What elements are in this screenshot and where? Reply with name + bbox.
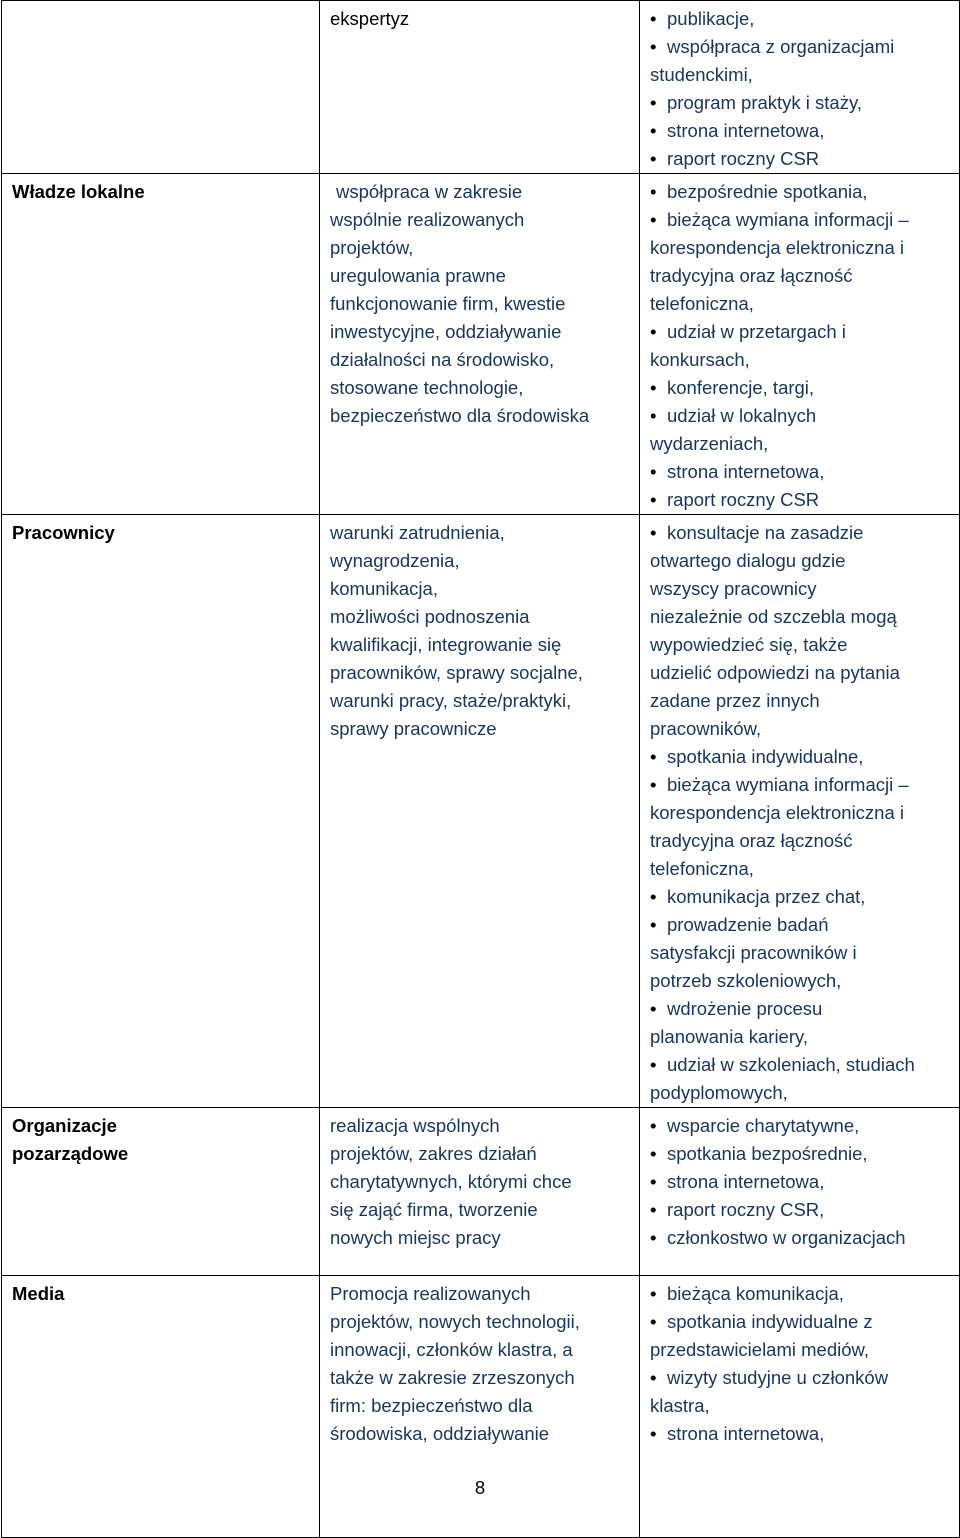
channel-line: udział w przetargach i <box>667 321 846 342</box>
bullet-icon <box>650 1224 667 1252</box>
bullet-icon <box>650 486 667 514</box>
bullet-icon <box>650 1364 667 1392</box>
topic-line: charytatywnych, którymi chce <box>330 1171 572 1192</box>
table-row <box>2 174 960 515</box>
channel-list-item <box>650 995 949 1051</box>
topics-cell <box>320 174 640 515</box>
channel-line: pracowników, <box>650 718 762 739</box>
channel-line: bezpośrednie spotkania, <box>667 181 868 202</box>
channel-line: spotkania indywidualne, <box>667 746 864 767</box>
channel-line: strona internetowa, <box>667 461 825 482</box>
topics-cell <box>320 1108 640 1276</box>
channel-line: raport roczny CSR <box>667 148 820 169</box>
topic-line: funkcjonowanie firm, kwestie <box>330 293 566 314</box>
bullet-icon <box>650 5 667 33</box>
topic-line: ekspertyz <box>330 8 410 29</box>
channel-line: wdrożenie procesu <box>667 998 823 1019</box>
stakeholder-cell <box>2 1 320 174</box>
channel-line: członkostwo w organizacjach <box>667 1227 906 1248</box>
channel-list-item <box>650 1168 949 1196</box>
channel-line: klastra, <box>650 1395 710 1416</box>
channel-list-item <box>650 458 949 486</box>
bullet-icon <box>650 519 667 547</box>
channel-list-item <box>650 1112 949 1140</box>
bullet-icon <box>650 771 667 799</box>
channel-line: zadane przez innych <box>650 690 820 711</box>
channel-list-item <box>650 883 949 911</box>
channel-line: prowadzenie badań <box>667 914 829 935</box>
bullet-icon <box>650 178 667 206</box>
topic-line: nowych miejsc pracy <box>330 1227 501 1248</box>
channel-list-item <box>650 206 949 318</box>
topic-line: inwestycyjne, oddziaływanie <box>330 321 562 342</box>
bullet-icon <box>650 1140 667 1168</box>
bullet-icon <box>650 1168 667 1196</box>
channel-line: potrzeb szkoleniowych, <box>650 970 842 991</box>
channel-line: telefoniczna, <box>650 858 754 879</box>
table-row <box>2 1 960 174</box>
topic-line: wynagrodzenia, <box>330 550 460 571</box>
channel-list-item <box>650 5 949 33</box>
channel-list-item <box>650 519 949 743</box>
topic-line: działalności na środowisko, <box>330 349 555 370</box>
bullet-icon <box>650 374 667 402</box>
topic-line: firm: bezpieczeństwo dla <box>330 1395 533 1416</box>
topic-line: projektów, <box>330 237 414 258</box>
channel-line: satysfakcji pracowników i <box>650 942 857 963</box>
stakeholder-name-line: Media <box>12 1283 65 1304</box>
topic-line: także w zakresie zrzeszonych <box>330 1367 575 1388</box>
channel-line: raport roczny CSR, <box>667 1199 825 1220</box>
channels-cell <box>640 515 960 1108</box>
channel-line: bieżąca wymiana informacji – <box>667 209 909 230</box>
channel-line: strona internetowa, <box>667 120 825 141</box>
channel-line: konsultacje na zasadzie <box>667 522 864 543</box>
channel-list-item <box>650 1051 949 1107</box>
stakeholder-name-line: Pracownicy <box>12 522 115 543</box>
channels-list <box>650 519 949 1107</box>
topic-line: realizacja wspólnych <box>330 1115 500 1136</box>
channel-line: korespondencja elektroniczna i <box>650 237 905 258</box>
bullet-icon <box>650 1112 667 1140</box>
channel-list-item <box>650 1364 949 1420</box>
channel-line: komunikacja przez chat, <box>667 886 866 907</box>
bullet-icon <box>650 318 667 346</box>
channels-cell <box>640 174 960 515</box>
channel-list-item <box>650 1140 949 1168</box>
bullet-icon <box>650 1196 667 1224</box>
channel-line: bieżąca wymiana informacji – <box>667 774 909 795</box>
channel-list-item <box>650 1196 949 1224</box>
topic-line: pracowników, sprawy socjalne, <box>330 662 583 683</box>
topic-line: współpraca w zakresie <box>336 181 523 202</box>
channel-list-item <box>650 89 949 117</box>
channel-line: konkursach, <box>650 349 750 370</box>
topic-line: projektów, nowych technologii, <box>330 1311 580 1332</box>
channel-line: studenckimi, <box>650 64 753 85</box>
topic-line: warunki pracy, staże/praktyki, <box>330 690 572 711</box>
topic-line: stosowane technologie, <box>330 377 524 398</box>
channel-line: bieżąca komunikacja, <box>667 1283 844 1304</box>
topic-line: się zająć firma, tworzenie <box>330 1199 538 1220</box>
stakeholder-table-body <box>2 1 960 1538</box>
topic-line: bezpieczeństwo dla środowiska <box>330 405 590 426</box>
bullet-icon <box>650 33 667 61</box>
channel-line: strona internetowa, <box>667 1423 825 1444</box>
topic-line: warunki zatrudnienia, <box>330 522 505 543</box>
channels-cell <box>640 1 960 174</box>
channel-line: tradycyjna oraz łączność <box>650 830 853 851</box>
channel-line: współpraca z organizacjami <box>667 36 895 57</box>
channel-list-item <box>650 911 949 995</box>
channel-list-item <box>650 374 949 402</box>
channel-line: udział w szkoleniach, studiach <box>667 1054 915 1075</box>
bullet-icon <box>650 145 667 173</box>
channel-line: spotkania indywidualne z <box>667 1311 873 1332</box>
channel-list-item <box>650 178 949 206</box>
bullet-icon <box>650 1308 667 1336</box>
topic-line: Promocja realizowanych <box>330 1283 531 1304</box>
channel-line: wizyty studyjne u członków <box>667 1367 889 1388</box>
bullet-icon <box>650 1051 667 1079</box>
channel-line: wypowiedzieć się, także <box>650 634 848 655</box>
channels-list <box>650 178 949 514</box>
channel-list-item <box>650 1308 949 1364</box>
channel-line: otwartego dialogu gdzie <box>650 550 846 571</box>
stakeholder-name-line: Organizacje <box>12 1115 117 1136</box>
bullet-icon <box>650 89 667 117</box>
bullet-icon <box>650 995 667 1023</box>
channel-list-item <box>650 743 949 771</box>
channels-list <box>650 1112 949 1252</box>
channel-line: udzielić odpowiedzi na pytania <box>650 662 900 683</box>
channel-line: udział w lokalnych <box>667 405 817 426</box>
channel-list-item <box>650 145 949 173</box>
topic-line: projektów, zakres działań <box>330 1143 537 1164</box>
bullet-icon <box>650 117 667 145</box>
channel-list-item <box>650 771 949 883</box>
channel-line: wsparcie charytatywne, <box>667 1115 860 1136</box>
channel-line: wydarzeniach, <box>650 433 769 454</box>
channel-line: raport roczny CSR <box>667 489 820 510</box>
channel-line: korespondencja elektroniczna i <box>650 802 905 823</box>
bullet-icon <box>650 402 667 430</box>
topic-line: kwalifikacji, integrowanie się <box>330 634 562 655</box>
stakeholder-name-line: Władze lokalne <box>12 181 145 202</box>
channel-line: telefoniczna, <box>650 293 754 314</box>
channel-list-item <box>650 1420 949 1448</box>
channels-cell <box>640 1108 960 1276</box>
bullet-icon <box>650 1420 667 1448</box>
channel-list-item <box>650 33 949 89</box>
page-number: 8 <box>474 1477 486 1498</box>
bullet-icon <box>650 206 667 234</box>
channel-line: niezależnie od szczebla mogą <box>650 606 897 627</box>
topic-line: sprawy pracownicze <box>330 718 497 739</box>
table-row <box>2 515 960 1108</box>
bullet-icon <box>650 911 667 939</box>
channel-list-item <box>650 1280 949 1308</box>
bullet-icon <box>650 743 667 771</box>
channels-list <box>650 1280 949 1448</box>
channel-list-item <box>650 402 949 458</box>
channel-line: program praktyk i staży, <box>667 92 862 113</box>
bullet-icon <box>650 458 667 486</box>
channel-line: spotkania bezpośrednie, <box>667 1143 868 1164</box>
topic-line: komunikacja, <box>330 578 438 599</box>
channel-line: konferencje, targi, <box>667 377 815 398</box>
channels-list <box>650 5 949 173</box>
topics-cell <box>320 515 640 1108</box>
channel-line: podyplomowych, <box>650 1082 788 1103</box>
channel-list-item <box>650 318 949 374</box>
channel-line: wszyscy pracownicy <box>650 578 817 599</box>
stakeholder-cell <box>2 174 320 515</box>
bullet-icon <box>650 1280 667 1308</box>
channel-list-item <box>650 117 949 145</box>
topics-cell <box>320 1 640 174</box>
table-row <box>2 1108 960 1276</box>
topic-line: innowacji, członków klastra, a <box>330 1339 573 1360</box>
stakeholder-cell <box>2 1108 320 1276</box>
topic-line: środowiska, oddziaływanie <box>330 1423 550 1444</box>
stakeholder-cell <box>2 515 320 1108</box>
topic-line: wspólnie realizowanych <box>330 209 525 230</box>
channel-line: przedstawicielami mediów, <box>650 1339 870 1360</box>
channel-list-item <box>650 1224 949 1252</box>
topic-line: uregulowania prawne <box>330 265 506 286</box>
channel-line: planowania kariery, <box>650 1026 809 1047</box>
stakeholder-name-line: pozarządowe <box>12 1143 129 1164</box>
channel-list-item <box>650 486 949 514</box>
bullet-icon <box>650 883 667 911</box>
channel-line: publikacje, <box>667 8 755 29</box>
channel-line: tradycyjna oraz łączność <box>650 265 853 286</box>
channel-line: strona internetowa, <box>667 1171 825 1192</box>
stakeholder-table <box>1 0 960 1538</box>
topic-line: możliwości podnoszenia <box>330 606 530 627</box>
